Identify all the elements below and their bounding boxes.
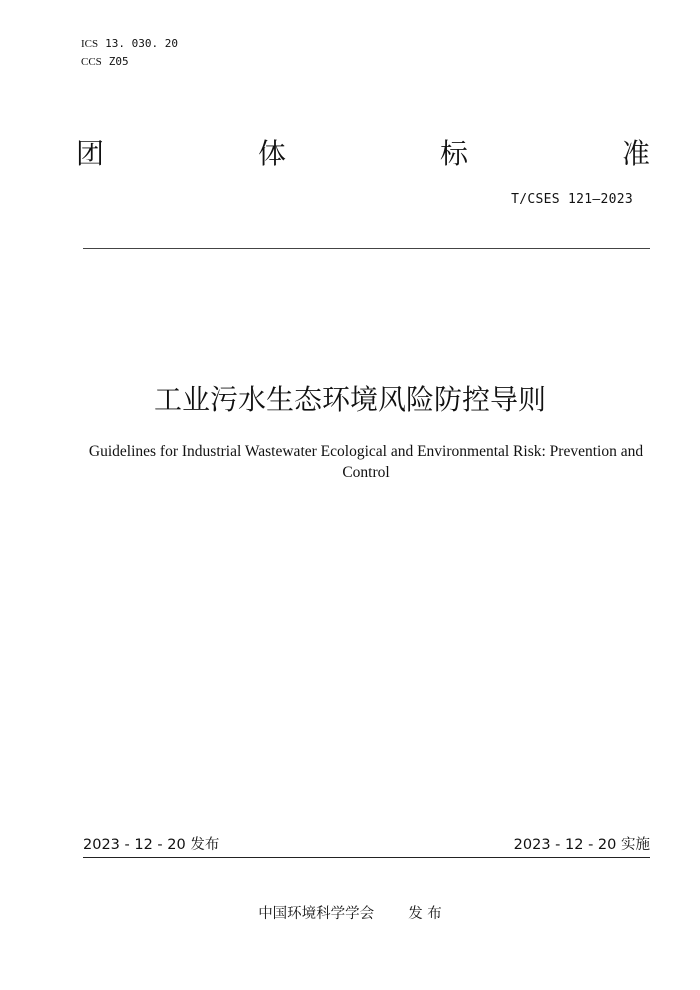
doc-type-char-1: 团 [76, 137, 105, 170]
publisher-action: 发 布 [408, 906, 442, 922]
doc-type-char-2: 体 [257, 137, 286, 170]
publisher-line [0, 903, 700, 925]
header-divider [83, 248, 650, 249]
chinese-title: 工业污水生态环境风险防控导则 [153, 383, 546, 416]
ccs-value: Z05 [108, 55, 129, 68]
release-date: 2023 - 12 - 20 发布 [83, 837, 220, 853]
implementation-date: 2023 - 12 - 20 实施 [513, 837, 650, 853]
doc-type-char-4: 准 [621, 137, 650, 170]
ccs-label: CCS [81, 56, 102, 68]
doc-type-char-3: 标 [439, 137, 468, 170]
ics-line [81, 35, 178, 53]
document-type-heading [76, 134, 650, 174]
ccs-line [81, 53, 178, 71]
ics-value: 13. 030. 20 [105, 37, 178, 50]
publisher-organization: 中国环境科学学会 [258, 906, 375, 922]
english-title: Guidelines for Industrial Wastewater Ecological and Environmental Risk: Prevention and Control [88, 443, 644, 481]
footer-divider [83, 857, 650, 858]
date-row [83, 834, 650, 856]
ics-label: ICS [81, 38, 99, 50]
classification-codes [81, 35, 178, 71]
standard-number: T/CSES 121—2023 [511, 192, 633, 207]
